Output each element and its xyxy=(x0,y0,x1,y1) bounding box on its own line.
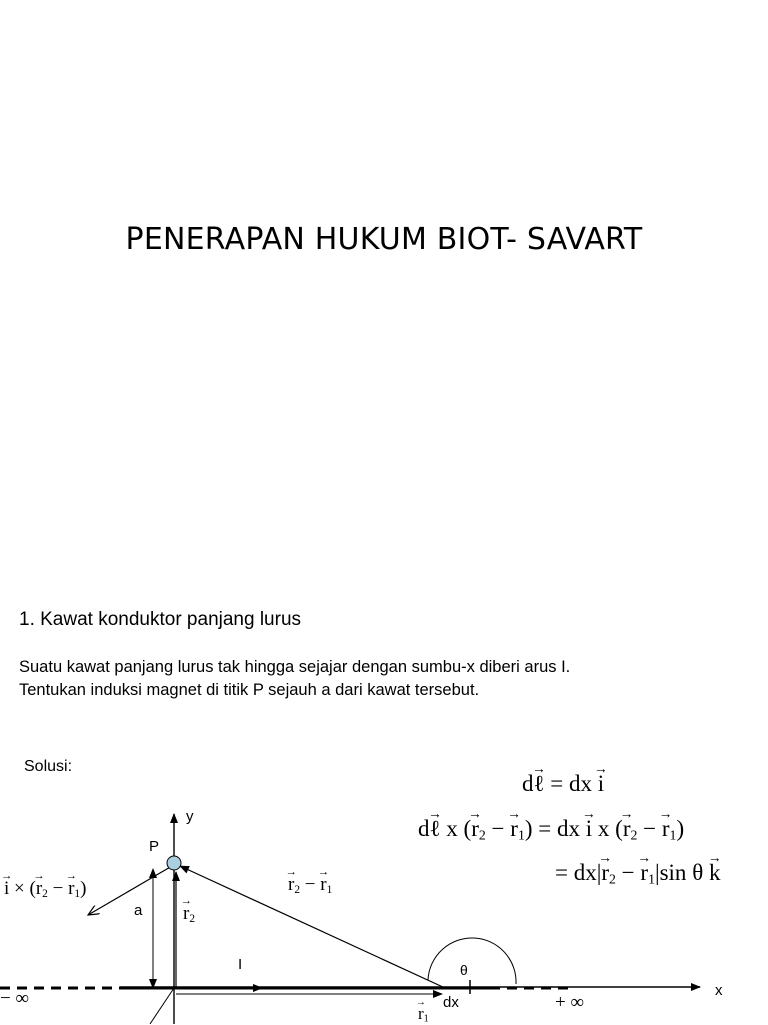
dx-label: dx xyxy=(443,994,459,1011)
x-axis-label: x xyxy=(715,982,723,999)
r2-label: → $r_2$ xyxy=(183,903,195,925)
minus-infinity-label: − ∞ xyxy=(0,988,30,1009)
equation-2: d→ ℓ x (→ $r_2$ − → $r_1$) = dx → i x (→ $r_2$ − → $r_1$) xyxy=(418,816,684,843)
cross-product-vector xyxy=(88,866,172,915)
cross-product-label: → i × (→ $r_2$ − → $r_1$) xyxy=(4,878,86,900)
y-axis-label: y xyxy=(186,808,194,825)
distance-a-label: a xyxy=(134,902,143,919)
slide-problem xyxy=(0,576,768,1024)
section-heading: 1. Kawat konduktor panjang lurus xyxy=(19,609,302,630)
point-p xyxy=(167,856,181,870)
biot-savart-diagram xyxy=(0,576,768,1024)
angle-arc xyxy=(428,938,516,984)
r1-label: → $r_1$ xyxy=(418,1004,429,1025)
solution-label: Solusi: xyxy=(24,758,73,775)
equation-3: = $dx|\to r_2$ − → $r_1|\sin$ θ → k xyxy=(555,860,720,887)
current-label: I xyxy=(238,956,243,973)
plus-infinity-label: + ∞ xyxy=(555,992,585,1013)
slide-title-text: PENERAPAN HUKUM BIOT- SAVART xyxy=(125,222,643,257)
problem-line-1: Suatu kawat panjang lurus tak hingga sejajar dengan sumbu-x diberi arus I. xyxy=(19,658,571,676)
equation-1: d→ ℓ = dx → i xyxy=(522,771,604,797)
problem-line-2: Tentukan induksi magnet di titik P sejauh a dari kawat tersebut. xyxy=(19,681,480,699)
angle-label: θ xyxy=(460,962,468,978)
point-p-label: P xyxy=(149,838,160,855)
z-axis-hint xyxy=(150,988,174,1024)
r2-minus-r1-label: → $r_2$ − → $r_1$ xyxy=(288,874,332,896)
